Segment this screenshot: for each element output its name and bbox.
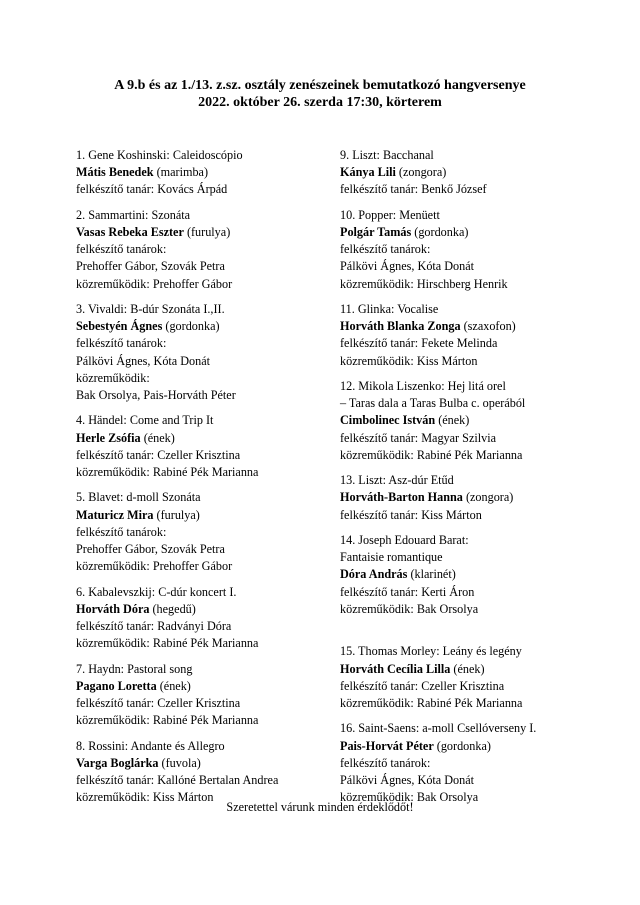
- performer-name: Horváth Blanka Zonga: [340, 319, 461, 334]
- piece-detail: felkészítő tanár: Magyar Szilvia: [340, 430, 497, 445]
- piece-title: Fantaisie romantique: [340, 550, 443, 565]
- performer-line: [340, 412, 610, 429]
- performer-line: [76, 755, 346, 772]
- performer-instrument: (fuvola): [158, 755, 201, 770]
- program-item: [340, 207, 610, 293]
- piece-detail: közreműködik: Kiss Márton: [76, 790, 214, 805]
- piece-detail: közreműködik: Bak Orsolya: [340, 790, 479, 805]
- piece-title: 13. Liszt: Asz-dúr Etűd: [340, 473, 454, 488]
- performer-line: [340, 164, 610, 181]
- program-item: [76, 147, 346, 199]
- piece-detail: közreműködik:: [76, 370, 150, 385]
- piece-detail: Prehoffer Gábor, Szovák Petra: [76, 542, 225, 557]
- performer-instrument: (szaxofon): [460, 319, 516, 334]
- piece-title: 7. Haydn: Pastoral song: [76, 661, 193, 676]
- program-column-right: [340, 147, 610, 815]
- performer-instrument: (ének): [156, 678, 191, 693]
- piece-detail: Prehoffer Gábor, Szovák Petra: [76, 259, 225, 274]
- program-item: [76, 661, 346, 730]
- performer-line: [340, 224, 610, 241]
- program-column-left: [76, 147, 346, 815]
- piece-detail: felkészítő tanár: Fekete Melinda: [340, 336, 498, 351]
- piece-title: 2. Sammartini: Szonáta: [76, 207, 191, 222]
- piece-detail: Pálkövi Ágnes, Kóta Donát: [340, 773, 475, 787]
- performer-line: [340, 566, 610, 583]
- program-item: [76, 489, 346, 575]
- piece-title: 16. Saint-Saens: a-moll Csellóverseny I.: [340, 721, 537, 736]
- piece-detail: közreműködik: Bak Orsolya: [340, 601, 479, 616]
- performer-name: Polgár Tamás: [340, 225, 412, 239]
- program-item: [76, 584, 346, 653]
- program-item: [76, 738, 346, 807]
- concert-date-location: 2022. október 26. szerda 17:30, körterem: [198, 95, 442, 110]
- piece-detail: közreműködik: Kiss Márton: [340, 353, 478, 368]
- performer-instrument: (furulya): [183, 225, 231, 239]
- piece-detail: felkészítő tanárok:: [76, 524, 167, 539]
- performer-name: Vasas Rebeka Eszter: [76, 225, 184, 239]
- piece-detail: felkészítő tanár: Kallóné Bertalan Andrea: [76, 773, 279, 788]
- performer-instrument: (ének): [435, 413, 470, 428]
- piece-title: 12. Mikola Liszenko: Hej litá orel: [340, 379, 506, 393]
- performer-instrument: (zongora): [395, 165, 447, 180]
- performer-line: [76, 318, 346, 335]
- piece-title: 3. Vivaldi: B-dúr Szonáta I.,II.: [76, 302, 225, 316]
- program-item: [76, 412, 346, 481]
- program-item: [340, 301, 610, 370]
- piece-detail: közreműködik: Rabiné Pék Marianna: [340, 447, 523, 462]
- performer-name: Horváth Cecília Lilla: [340, 661, 451, 676]
- performer-name: Cimbolinec István: [340, 413, 436, 428]
- performer-name: Horváth-Barton Hanna: [340, 490, 463, 505]
- performer-name: Mátis Benedek: [76, 165, 154, 180]
- piece-detail: közreműködik: Rabiné Pék Marianna: [340, 696, 523, 710]
- piece-title: 15. Thomas Morley: Leány és legény: [340, 644, 522, 659]
- performer-line: [340, 318, 610, 335]
- performer-line: [340, 661, 610, 678]
- concert-title: A 9.b és az 1./13. z.sz. osztály zenészeinek bemutatkozó hangversenye: [114, 78, 526, 93]
- performer-line: [340, 738, 610, 755]
- piece-detail: felkészítő tanár: Czeller Krisztina: [76, 447, 241, 462]
- piece-title: 9. Liszt: Bacchanal: [340, 148, 434, 162]
- piece-detail: felkészítő tanár: Benkő József: [340, 182, 487, 197]
- piece-detail: felkészítő tanár: Kovács Árpád: [76, 182, 228, 197]
- piece-detail: felkészítő tanár: Czeller Krisztina: [76, 696, 241, 711]
- performer-instrument: (furulya): [153, 507, 200, 522]
- piece-title: 10. Popper: Menüett: [340, 207, 440, 222]
- performer-line: [76, 430, 346, 447]
- piece-detail: felkészítő tanárok:: [76, 242, 167, 257]
- performer-instrument: (ének): [450, 661, 485, 676]
- program-item: [340, 532, 610, 618]
- performer-instrument: (ének): [140, 430, 175, 445]
- program-item: [340, 147, 610, 199]
- piece-title: 6. Kabalevszkij: C-dúr koncert I.: [76, 584, 237, 599]
- concert-header: [0, 77, 640, 111]
- performer-line: [76, 601, 346, 618]
- performer-name: Herle Zsófia: [76, 430, 141, 445]
- program-item: [76, 207, 346, 293]
- piece-title: 14. Joseph Edouard Barat:: [340, 533, 469, 547]
- performer-instrument: (gordonka): [411, 225, 469, 239]
- section-spacer: [340, 626, 610, 643]
- performer-line: [76, 678, 346, 695]
- program-item: [76, 301, 346, 404]
- piece-detail: felkészítő tanárok:: [340, 242, 431, 257]
- performer-name: Horváth Dóra: [76, 601, 150, 616]
- piece-detail: felkészítő tanár: Czeller Krisztina: [340, 678, 505, 693]
- piece-detail: közreműködik: Prehoffer Gábor: [76, 276, 233, 291]
- piece-title: 11. Glinka: Vocalise: [340, 302, 439, 316]
- program-item: [340, 378, 610, 464]
- performer-line: [340, 489, 610, 506]
- invitation-footer: Szeretettel várunk minden érdeklődőt!: [226, 800, 414, 814]
- program-item: [340, 472, 610, 524]
- piece-title: 8. Rossini: Andante és Allegro: [76, 738, 225, 753]
- performer-line: [76, 507, 346, 524]
- performer-name: Varga Boglárka: [76, 755, 159, 770]
- piece-detail: felkészítő tanár: Kerti Áron: [340, 584, 475, 599]
- piece-detail: közreműködik: Prehoffer Gábor: [76, 559, 233, 574]
- performer-instrument: (marimba): [153, 165, 209, 180]
- performer-instrument: (zongora): [462, 490, 514, 505]
- piece-title: – Taras dala a Taras Bulba c. operából: [340, 396, 526, 411]
- piece-title: 1. Gene Koshinski: Caleidoscópio: [76, 148, 243, 162]
- performer-name: Dóra András: [340, 567, 408, 582]
- performer-line: [76, 224, 346, 241]
- piece-detail: Pálkövi Ágnes, Kóta Donát: [340, 259, 475, 274]
- performer-instrument: (hegedű): [149, 601, 196, 616]
- performer-instrument: (klarinét): [407, 567, 456, 582]
- performer-line: [76, 164, 346, 181]
- performer-instrument: (gordonka): [433, 738, 491, 753]
- performer-name: Kánya Lili: [340, 165, 396, 180]
- piece-detail: közreműködik: Rabiné Pék Marianna: [76, 465, 259, 480]
- piece-detail: felkészítő tanárok:: [76, 336, 167, 351]
- performer-name: Maturicz Mira: [76, 507, 154, 522]
- piece-detail: közreműködik: Rabiné Pék Marianna: [76, 636, 259, 651]
- piece-title: 4. Händel: Come and Trip It: [76, 413, 214, 428]
- piece-detail: Bak Orsolya, Pais-Horváth Péter: [76, 388, 236, 403]
- performer-name: Sebestyén Ágnes: [76, 319, 163, 334]
- piece-detail: felkészítő tanárok:: [340, 755, 431, 770]
- program-item: [340, 720, 610, 806]
- piece-detail: felkészítő tanár: Radványi Dóra: [76, 619, 232, 634]
- performer-name: Pais-Horvát Péter: [340, 738, 434, 753]
- program-item: [340, 643, 610, 712]
- performer-name: Pagano Loretta: [76, 678, 157, 693]
- piece-title: 5. Blavet: d-moll Szonáta: [76, 490, 201, 505]
- performer-instrument: (gordonka): [162, 319, 220, 334]
- piece-detail: felkészítő tanár: Kiss Márton: [340, 507, 482, 522]
- piece-detail: közreműködik: Rabiné Pék Marianna: [76, 713, 259, 728]
- piece-detail: közreműködik: Hirschberg Henrik: [340, 276, 508, 291]
- piece-detail: Pálkövi Ágnes, Kóta Donát: [76, 353, 211, 368]
